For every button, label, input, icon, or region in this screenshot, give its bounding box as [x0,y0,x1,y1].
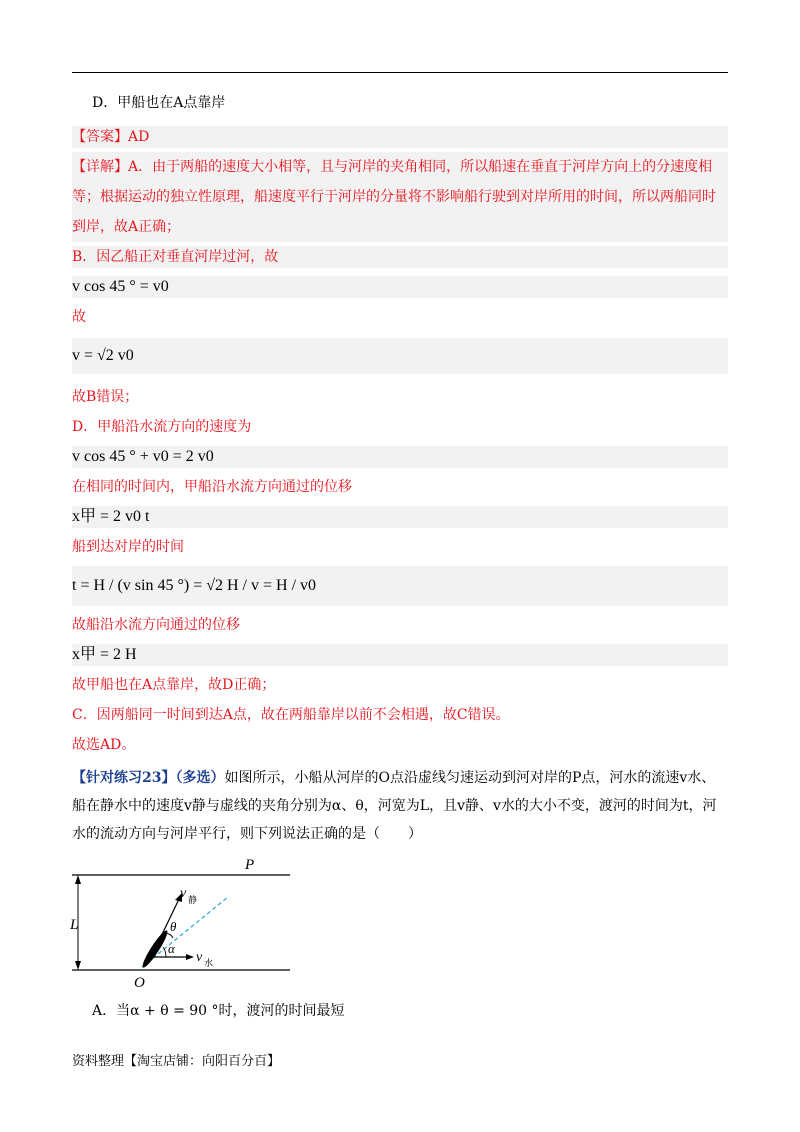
equation-6 [72,644,728,666]
equation-5 [72,566,728,606]
footer-credit [72,1052,280,1072]
detail-b-intro [72,246,728,268]
detail-d-conclusion-text: 故甲船也在A点靠岸，故D正确； [72,677,276,693]
exercise-type: （多选） [175,770,225,786]
equation-2-text: v = √2 v0 [72,347,134,364]
exercise-tag: 【针对练习23】 [72,770,176,786]
equation-4-text: x甲 = 2 v0 t [72,508,150,525]
detail-b-conclusion-text: 故B错误； [72,389,139,405]
detail-d-text3 [72,536,728,558]
detail-d-intro [72,416,728,438]
exercise-23 [72,764,728,848]
option-d-text: D．甲船也在A点靠岸 [92,95,226,111]
so-1-text: 故 [72,309,86,325]
option-a [92,1000,345,1022]
detail-d-text2 [72,476,728,498]
v-water-arrowhead [186,954,194,960]
equation-6-text: x甲 = 2 H [72,646,137,663]
equation-1 [72,276,728,298]
answer-tag: 【答案】 [72,129,128,145]
label-v-still: v [180,886,187,901]
detail-d-conclusion [72,674,728,696]
detail-d-text3-text: 船到达对岸的时间 [72,539,184,555]
detail-b-conclusion [72,386,728,408]
exercise-text: 如图所示，小船从河岸的O点沿虚线匀速运动到河对岸的P点，河水的流速v水、船在静水中的速度v静与虚线的夹角分别为α、θ，河宽为L，且v静、v水的大小不变，渡河的时间为t，河水的流动方向与河岸平行，则下列说法正确的是（ ） [72,770,717,842]
detail-b-intro-text: B．因乙船正对垂直河岸过河，故 [72,249,279,265]
answer-value: AD [128,129,150,145]
label-o: O [134,975,145,991]
detail-d-text2-text: 在相同的时间内，甲船沿水流方向通过的位移 [72,479,352,495]
detail-tag: 【详解】 [72,159,128,175]
width-arrow-top [75,875,81,884]
equation-3 [72,446,728,468]
answer-line [72,126,728,148]
equation-1-text: v cos 45 ° = v0 [72,278,169,295]
equation-2 [72,338,728,374]
label-alpha: α [168,941,175,956]
label-v-still-sub: 静 [188,896,198,906]
detail-final-text: 故选AD。 [72,737,136,753]
so-1 [72,306,728,328]
river-crossing-diagram [72,855,302,990]
width-arrow-bottom [75,961,81,970]
detail-d-text4 [72,614,728,636]
detail-a-text: A．由于两船的速度大小相等，且与河岸的夹角相同，所以船速在垂直于河岸方向上的分速度相等；根据运动的独立性原理，船速度平行于河岸的分量将不影响船行驶到对岸所用的时间，所以两船同时到岸，故A正确； [72,159,716,235]
label-v-water-sub: 水 [204,959,214,969]
label-theta: θ [170,919,177,934]
equation-5-text: t = H / (v sin 45 °) = √2 H / v = H / v0 [72,577,317,594]
footer-text: 资料整理【淘宝店铺：向阳百分百】 [72,1054,281,1069]
top-rule [72,72,728,73]
detail-d-text4-text: 故船沿水流方向通过的位移 [72,617,240,633]
label-v-water: v [196,950,203,965]
detail-final [72,734,728,756]
detail-d-intro-text: D．甲船沿水流方向的速度为 [72,419,252,435]
label-p: P [245,857,255,873]
equation-4 [72,506,728,528]
document-body [72,92,728,848]
detail-c-text: C．因两船同一时间到达A点，故在两船靠岸以前不会相遇，故C错误。 [72,707,510,723]
detail-a [72,152,728,242]
label-l: L [70,917,79,933]
detail-c [72,704,728,726]
option-d [72,92,728,114]
equation-3-text: v cos 45 ° + v0 = 2 v0 [72,448,214,465]
option-a-text: A．当α + θ = 90 °时，渡河的时间最短 [92,1003,345,1019]
